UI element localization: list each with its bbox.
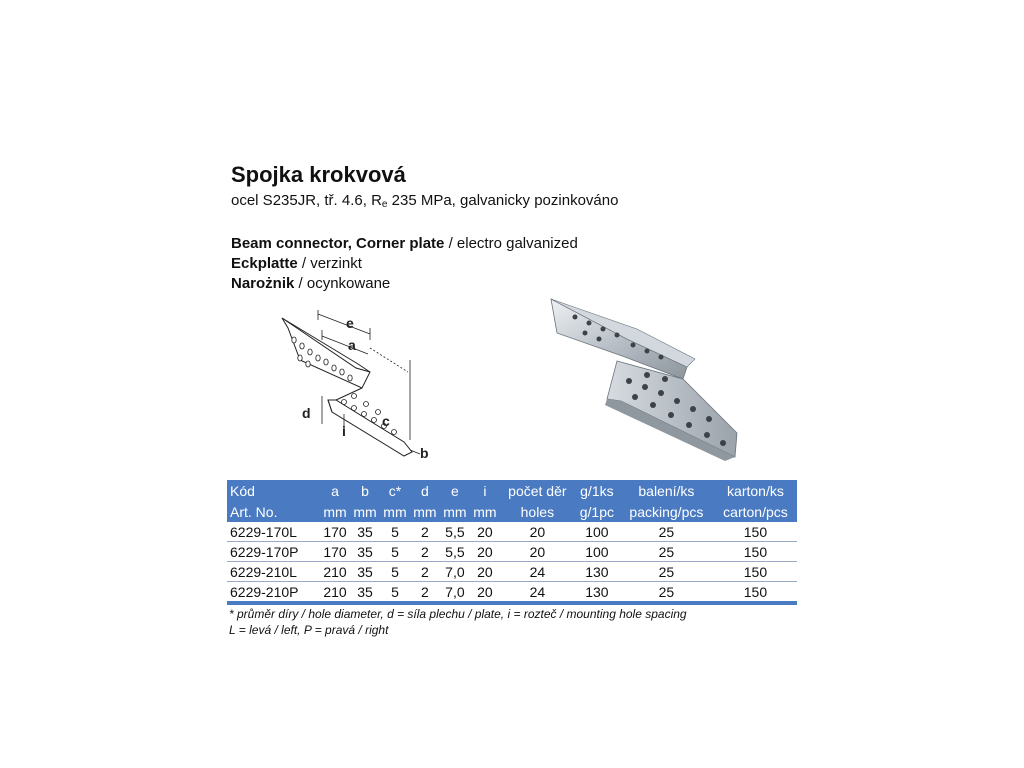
description-rest: / electro galvanized bbox=[444, 235, 578, 252]
table-cell: 20 bbox=[529, 523, 546, 540]
table-cell: 150 bbox=[743, 563, 768, 580]
description-pl bbox=[231, 275, 390, 292]
material-spec bbox=[231, 192, 618, 210]
table-cell: 210 bbox=[323, 583, 347, 600]
header-cell: mm bbox=[323, 503, 347, 520]
description-en bbox=[231, 235, 578, 252]
header-cell: g/1pc bbox=[579, 503, 614, 520]
header-cell: počet děr bbox=[508, 482, 567, 499]
footnote-dimensions: * průměr díry / hole diameter, d = síla plechu / plate, i = rozteč / mounting hole spacing bbox=[229, 607, 687, 621]
header-cell: balení/ks bbox=[638, 482, 695, 499]
table-header-row bbox=[227, 480, 797, 501]
header-cell: Art. No. bbox=[230, 503, 278, 520]
table-cell: 20 bbox=[477, 583, 493, 600]
table-cell: 24 bbox=[529, 583, 546, 600]
table-cell: 35 bbox=[357, 523, 373, 540]
table-cell: 100 bbox=[585, 523, 609, 540]
table-cell: 20 bbox=[477, 523, 493, 540]
table-cell: 5 bbox=[391, 523, 399, 540]
header-cell: b bbox=[361, 482, 369, 499]
table-row bbox=[227, 582, 797, 604]
table-cell: 25 bbox=[658, 543, 675, 560]
description-rest: / verzinkt bbox=[297, 255, 362, 272]
header-cell: mm bbox=[353, 503, 377, 520]
spec-table bbox=[227, 480, 797, 605]
description-bold: Beam connector, Corner plate bbox=[231, 235, 445, 252]
table-cell: 100 bbox=[585, 543, 609, 560]
footnote-orientation: L = levá / left, P = pravá / right bbox=[229, 623, 389, 637]
table-cell: 130 bbox=[585, 563, 609, 580]
product-title: Spojka krokvová bbox=[231, 162, 406, 187]
table-cell: 150 bbox=[743, 523, 768, 540]
table-cell: 2 bbox=[421, 523, 429, 540]
table-cell: 5 bbox=[391, 563, 399, 580]
description-bold: Narożnik bbox=[231, 275, 295, 292]
table-cell: 7,0 bbox=[445, 583, 465, 600]
table-cell: 5 bbox=[391, 543, 399, 560]
dim-label-d: d bbox=[302, 405, 311, 421]
header-cell: carton/pcs bbox=[723, 503, 788, 520]
product-photo bbox=[545, 295, 745, 475]
header-cell: holes bbox=[520, 503, 555, 520]
material-spec-part: 235 MPa, galvanicky pozinkováno bbox=[387, 192, 619, 209]
table-cell: 150 bbox=[743, 543, 768, 560]
table-cell: 150 bbox=[743, 583, 768, 600]
header-cell: i bbox=[483, 482, 487, 499]
table-cell: 6229-170L bbox=[230, 523, 297, 540]
header-cell: karton/ks bbox=[727, 482, 784, 499]
table-cell: 25 bbox=[658, 583, 675, 600]
dim-label-a: a bbox=[348, 337, 356, 353]
table-cell: 210 bbox=[323, 563, 347, 580]
technical-drawing bbox=[270, 300, 440, 470]
description-bold: Eckplatte bbox=[231, 255, 298, 272]
table-cell: 170 bbox=[323, 523, 347, 540]
table-cell: 130 bbox=[585, 583, 609, 600]
header-cell: e bbox=[451, 482, 459, 499]
table-cell: 2 bbox=[421, 543, 429, 560]
spec-table-wrap bbox=[227, 480, 797, 605]
header-cell: packing/pcs bbox=[629, 503, 704, 520]
table-cell: 5,5 bbox=[445, 543, 465, 560]
header-cell: d bbox=[421, 482, 429, 499]
table-cell: 5 bbox=[391, 583, 399, 600]
table-cell: 35 bbox=[357, 583, 373, 600]
header-cell: c* bbox=[388, 482, 402, 499]
table-cell: 2 bbox=[421, 583, 429, 600]
header-cell: mm bbox=[443, 503, 467, 520]
material-spec-part: ocel S235JR, tř. 4.6, R bbox=[231, 192, 382, 209]
table-cell: 20 bbox=[477, 543, 493, 560]
material-spec-subscript: e bbox=[381, 199, 388, 210]
table-cell: 25 bbox=[658, 563, 675, 580]
table-row bbox=[227, 562, 797, 582]
dim-label-b: b bbox=[420, 445, 429, 461]
table-cell: 7,0 bbox=[445, 563, 465, 580]
table-cell: 6229-210P bbox=[230, 583, 299, 600]
table-cell: 35 bbox=[357, 563, 373, 580]
table-cell: 20 bbox=[477, 563, 493, 580]
table-header-row bbox=[227, 501, 797, 522]
description-de bbox=[231, 255, 362, 272]
table-cell: 6229-170P bbox=[230, 543, 299, 560]
table-row bbox=[227, 542, 797, 562]
dim-label-e: e bbox=[346, 315, 354, 331]
table-cell: 6229-210L bbox=[230, 563, 297, 580]
table-row bbox=[227, 522, 797, 542]
table-cell: 25 bbox=[658, 523, 675, 540]
header-cell: mm bbox=[473, 503, 497, 520]
header-cell: g/1ks bbox=[580, 482, 614, 499]
table-cell: 170 bbox=[323, 543, 347, 560]
table-cell: 24 bbox=[529, 563, 546, 580]
table-cell: 2 bbox=[421, 563, 429, 580]
dim-label-c: c bbox=[382, 413, 390, 429]
table-cell: 35 bbox=[357, 543, 373, 560]
table-cell: 20 bbox=[529, 543, 546, 560]
table-cell: 5,5 bbox=[445, 523, 465, 540]
description-rest: / ocynkowane bbox=[294, 275, 391, 292]
header-cell: a bbox=[331, 482, 339, 499]
header-cell: Kód bbox=[230, 482, 255, 499]
header-cell: mm bbox=[383, 503, 407, 520]
dim-label-i: i bbox=[342, 423, 346, 439]
header-cell: mm bbox=[413, 503, 437, 520]
